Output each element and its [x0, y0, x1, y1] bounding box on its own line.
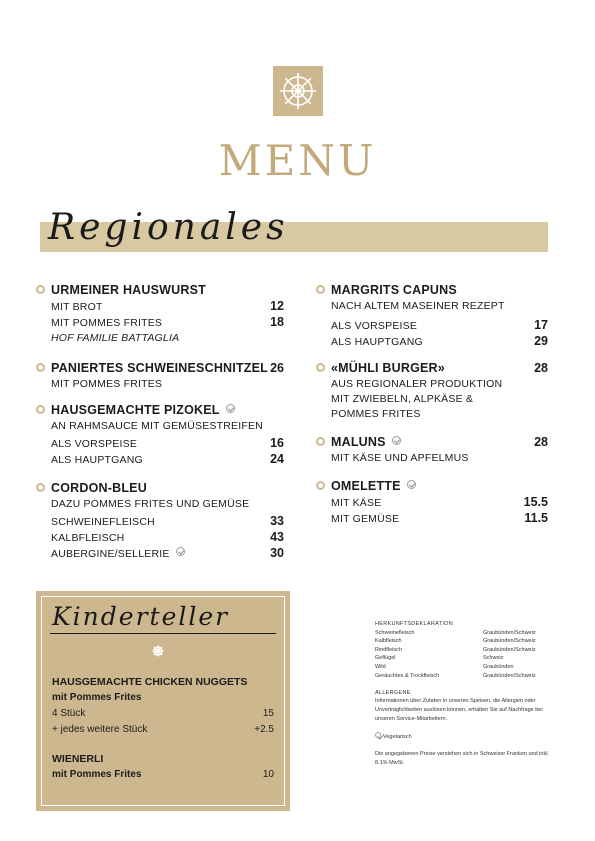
menu-item-option: SCHWEINEFLEISCH — [51, 516, 155, 528]
kids-item-option: + jedes weitere Stück — [52, 724, 148, 735]
flower-icon — [152, 644, 164, 662]
menu-item-note: HOF FAMILIE BATTAGLIA — [51, 332, 180, 344]
menu-item-name: OMELETTE — [331, 479, 401, 493]
origin-heading: HERKUNFTSDEKLARATION — [375, 621, 454, 627]
allergen-text: Informationen über Zutaten in unseren Speisen, die Allergien oder Unverträglichkeiten auslösen können, erhalten Sie auf Nachfrage bei unseren Service-Mitarbeitern. — [375, 698, 543, 722]
section-title: Regionales — [48, 207, 289, 248]
allergen-heading: ALLERGENE — [375, 689, 411, 696]
kids-menu-panel — [36, 591, 290, 811]
kids-item-option: 4 Stück — [52, 708, 86, 719]
menu-item-price: 12 — [270, 299, 284, 313]
bullet-icon — [36, 483, 45, 492]
menu-item-price: 30 — [270, 546, 284, 560]
origin-row: Rindfleisch Graubünden/Schweiz — [375, 646, 536, 653]
menu-item-price: 33 — [270, 514, 284, 528]
vegetarian-icon — [176, 547, 185, 556]
menu-item-description: DAZU POMMES FRITES UND GEMÜSE — [51, 498, 250, 510]
menu-item-price: 17 — [534, 318, 548, 332]
menu-item-option: ALS VORSPEISE — [331, 320, 418, 332]
menu-item-description: AN RAHMSAUCE MIT GEMÜSESTREIFEN — [51, 420, 263, 432]
menu-item-price: 11.5 — [524, 511, 548, 525]
kids-item-price: +2.5 — [254, 724, 274, 735]
kids-menu-title: Kinderteller — [52, 602, 230, 631]
kids-title-underline — [50, 633, 276, 634]
menu-item-option: MIT KÄSE — [331, 497, 382, 509]
vegetarian-icon — [375, 732, 381, 738]
menu-item — [316, 478, 548, 527]
bullet-icon — [316, 285, 325, 294]
vegetarian-legend: Vegetarisch — [383, 733, 412, 740]
menu-item — [316, 282, 548, 350]
page-title: MENU — [218, 136, 377, 185]
menu-item-price: 26 — [270, 361, 284, 375]
menu-item-price: 15.5 — [523, 495, 548, 509]
menu-item-option: MIT POMMES FRITES — [51, 317, 163, 329]
bullet-icon — [316, 363, 325, 372]
origin-row: Kalbfleisch Graubünden/Schweiz — [375, 638, 536, 645]
menu-item-name: CORDON-BLEU — [51, 481, 147, 495]
kids-item-price: 15 — [262, 708, 274, 719]
menu-item-option: ALS HAUPTGANG — [331, 336, 423, 348]
menu-item — [36, 480, 284, 562]
menu-item-price: 28 — [534, 361, 548, 375]
kids-item-name: HAUSGEMACHTE CHICKEN NUGGETS — [52, 676, 248, 688]
menu-item-option: AUBERGINE/SELLERIE — [51, 548, 170, 560]
bullet-icon — [36, 405, 45, 414]
kids-item-sub: mit Pommes Frites — [52, 769, 142, 780]
menu-item-price: 24 — [270, 452, 284, 466]
menu-item-description: POMMES FRITES — [331, 408, 421, 420]
bullet-icon — [316, 481, 325, 490]
menu-item-name: MALUNS — [331, 435, 386, 449]
bullet-icon — [316, 437, 325, 446]
menu-item-description: MIT ZWIEBELN, ALPKÄSE & — [331, 393, 474, 405]
kids-menu-items — [52, 675, 274, 783]
menu-item-description: NACH ALTEM MASEINER REZEPT — [331, 300, 505, 312]
menu-item-option: ALS VORSPEISE — [51, 438, 138, 450]
menu-item-name: MARGRITS CAPUNS — [331, 283, 457, 297]
menu-item-name: URMEINER HAUSWURST — [51, 283, 206, 297]
vegetarian-icon — [226, 404, 235, 413]
menu-column-right — [316, 282, 548, 537]
menu-item — [36, 282, 284, 346]
menu-item-price: 18 — [270, 315, 284, 329]
menu-item-option: MIT BROT — [51, 301, 103, 313]
menu-item-price: 29 — [534, 334, 548, 348]
menu-item — [36, 360, 284, 392]
price-note: Die angegebenen Preise verstehen sich in Schweizer Franken und inkl. 8.1% MwSt. — [375, 750, 549, 766]
origin-row: Geflügel Schweiz — [375, 655, 504, 662]
menu-item-description: MIT POMMES FRITES — [51, 378, 163, 390]
origin-row: Geräuchtes & Trockfleisch Graubünden/Schweiz — [375, 672, 536, 679]
menu-item-price: 16 — [270, 436, 284, 450]
menu-item-description: MIT KÄSE UND APFELMUS — [331, 452, 469, 464]
vegetarian-icon — [392, 436, 401, 445]
logo-mill-wheel-icon — [273, 66, 323, 116]
menu-item-option: KALBFLEISCH — [51, 532, 125, 544]
menu-item-option: ALS HAUPTGANG — [51, 454, 143, 466]
kids-item-sub: mit Pommes Frites — [52, 692, 142, 703]
menu-item-name: PANIERTES SCHWEINESCHNITZEL — [51, 361, 268, 375]
menu-item-price: 28 — [534, 435, 548, 449]
menu-item — [316, 360, 548, 422]
menu-item — [316, 434, 548, 466]
kids-item-price: 10 — [262, 769, 274, 780]
kids-item-name: WIENERLI — [52, 753, 104, 765]
menu-column-left — [36, 282, 284, 572]
vegetarian-icon — [407, 480, 416, 489]
bullet-icon — [36, 285, 45, 294]
menu-item-description: AUS REGIONALER PRODUKTION — [331, 378, 503, 390]
origin-row: Schweinefleisch Graubünden/Schweiz — [375, 629, 536, 636]
info-block — [375, 620, 549, 767]
menu-item — [36, 402, 284, 468]
menu-item-name: «MÜHLI BURGER» — [331, 361, 445, 375]
bullet-icon — [36, 363, 45, 372]
origin-row: Wild Graubünden — [375, 663, 514, 670]
menu-item-option: MIT GEMÜSE — [331, 513, 400, 525]
menu-item-price: 43 — [270, 530, 284, 544]
menu-item-name: HAUSGEMACHTE PIZOKEL — [51, 403, 220, 417]
